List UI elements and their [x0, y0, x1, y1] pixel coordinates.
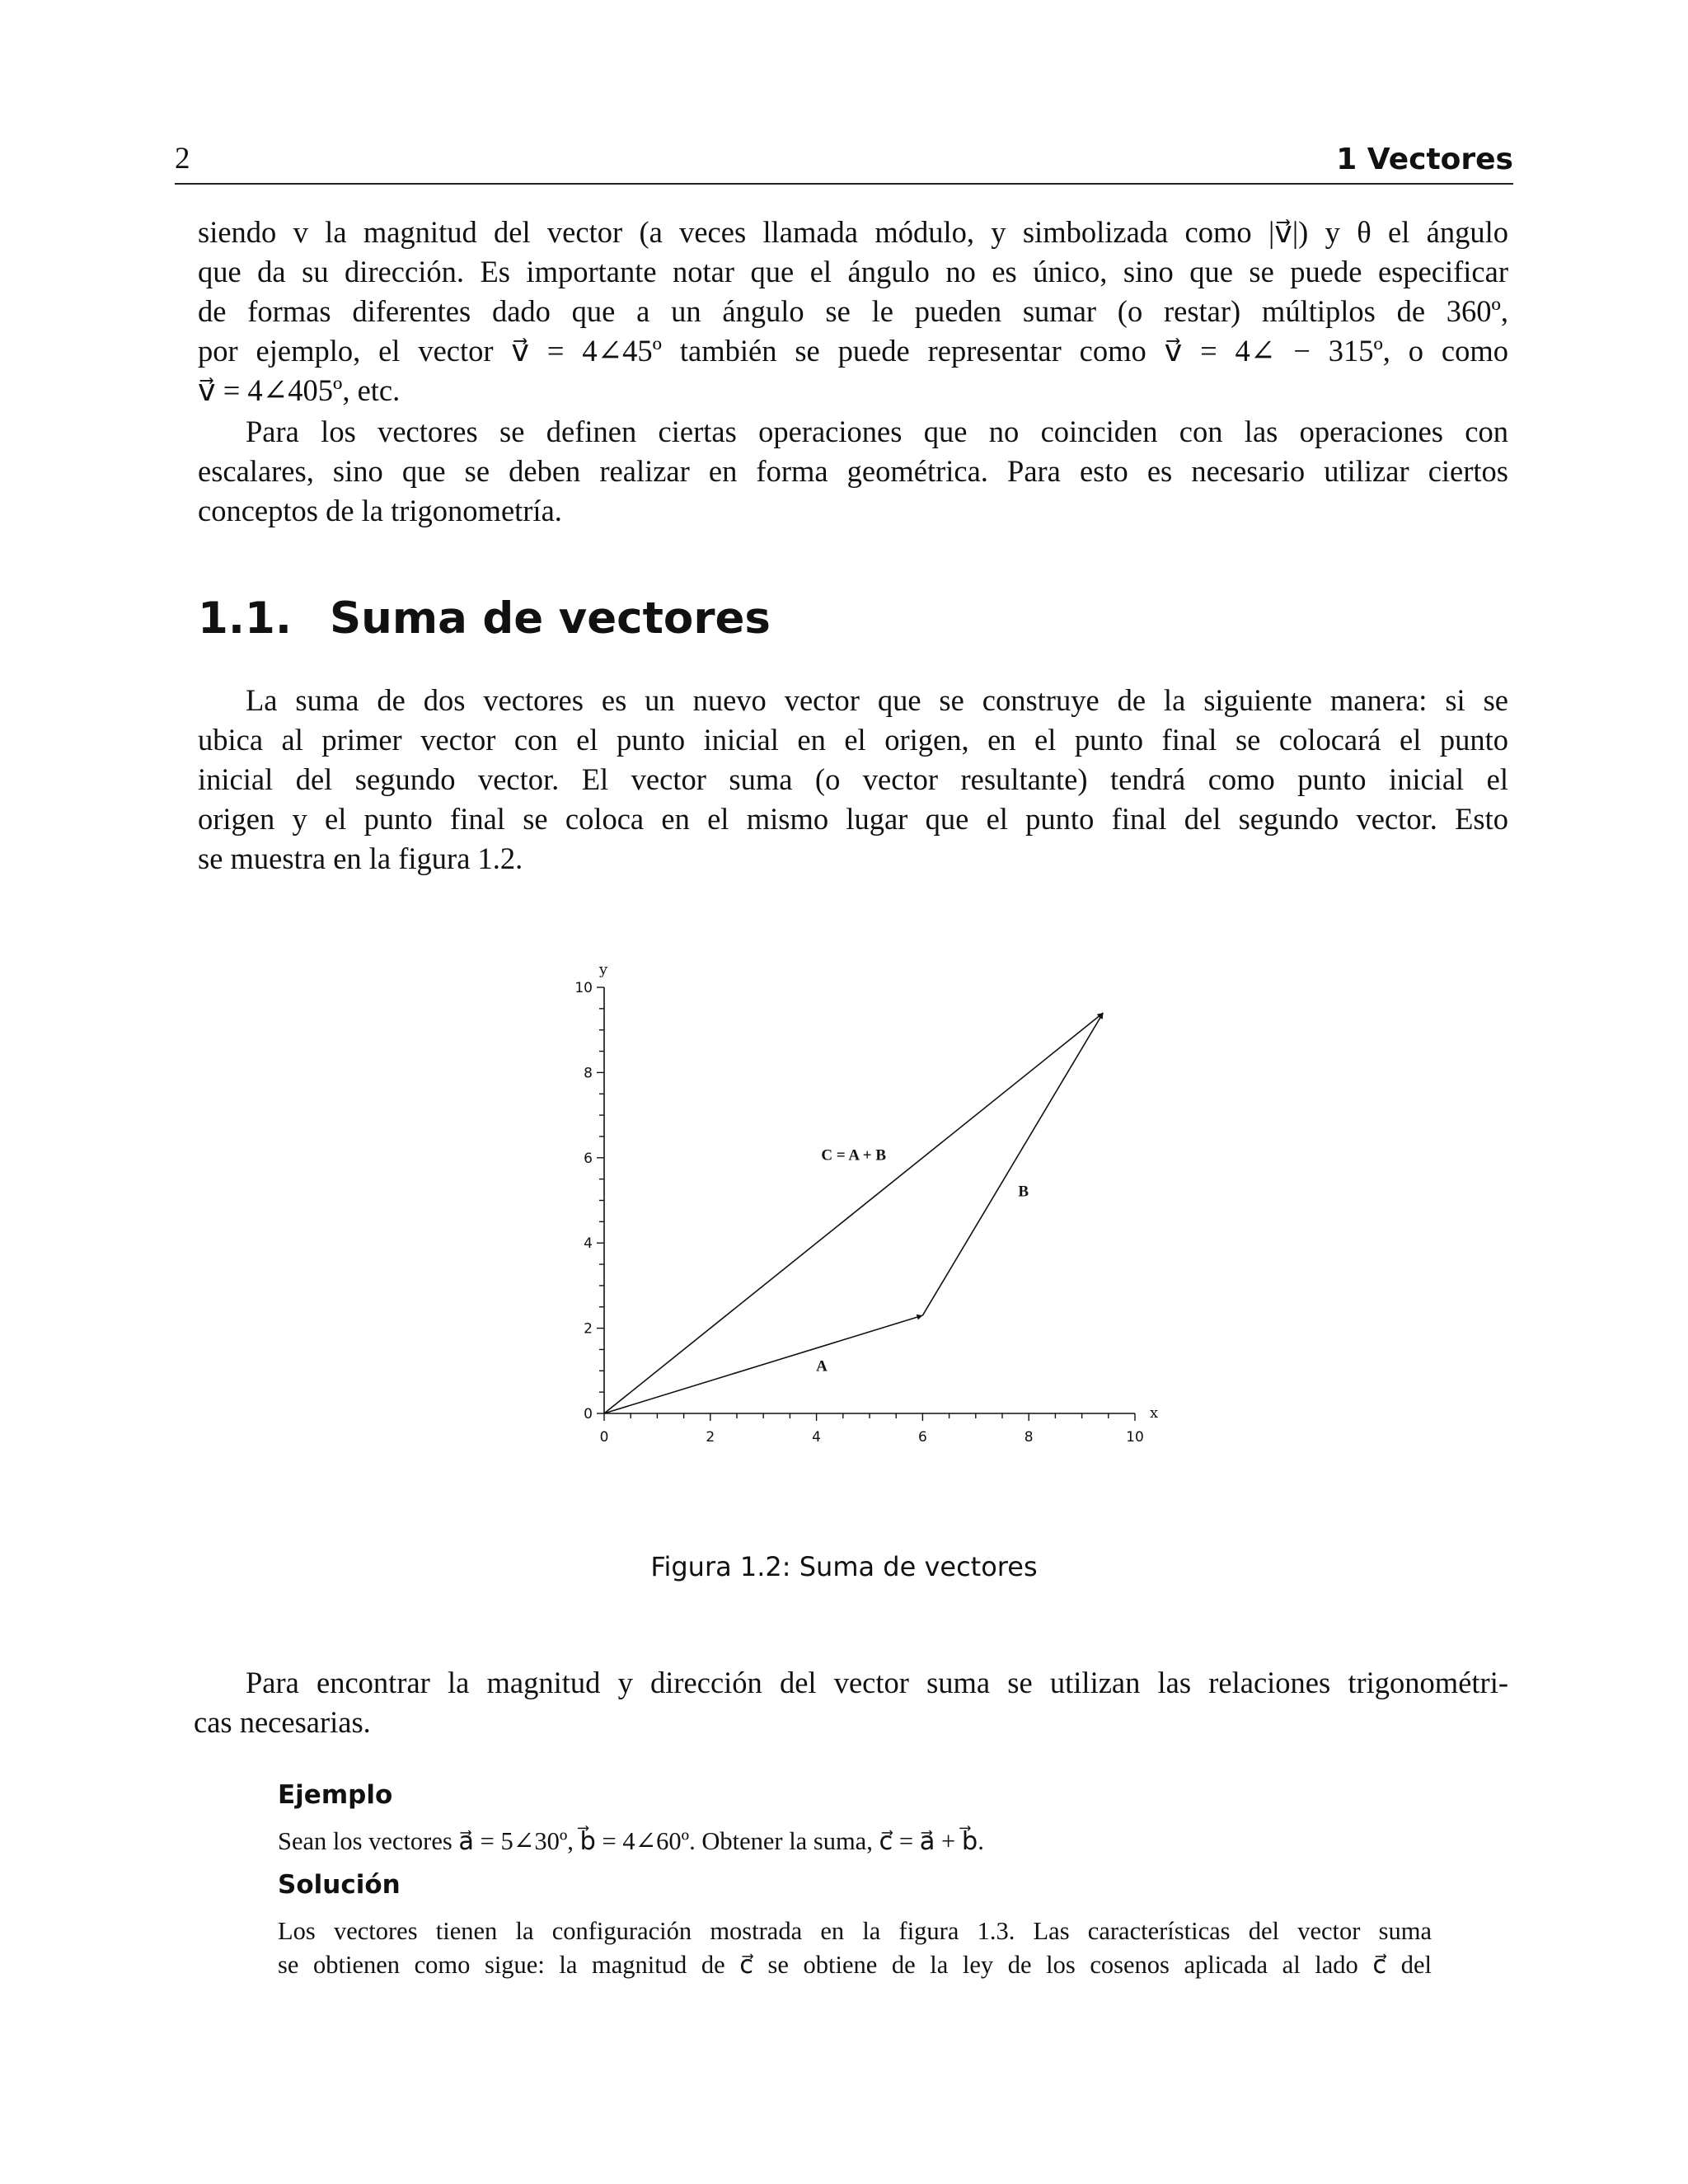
sum-line-5: se muestra en la figura 1.2. [198, 841, 523, 875]
ops-line-3: conceptos de la trigonometría. [198, 494, 562, 527]
section-title: Suma de vectores [330, 593, 771, 644]
vector-c-a-b [604, 1013, 1103, 1413]
x-tick-label: 0 [599, 1429, 609, 1446]
y-tick-label: 2 [584, 1320, 593, 1338]
sum-line-3: inicial del segundo vector. El vector suma (o vector resultante) tendrá como punto inicial el [198, 762, 1508, 796]
x-axis-label: x [1150, 1404, 1159, 1422]
y-tick-label: 8 [584, 1065, 593, 1082]
sum-line-1: La suma de dos vectores es un nuevo vector que se construye de la siguiente manera: si se [246, 683, 1508, 717]
example-heading: Ejemplo [278, 1780, 393, 1810]
example-statement: Sean los vectores a⃗ = 5∠30º, b⃗ = 4∠60º. Obtener la suma, c⃗ = a⃗ + b⃗. [278, 1827, 984, 1855]
sum-line-2: ubica al primer vector con el punto inicial en el origen, en el punto final se colocará el punto [198, 723, 1508, 757]
page-number: 2 [175, 142, 190, 176]
x-tick-label: 6 [917, 1429, 927, 1446]
solution-line-1: Los vectores tienen la configuración mostrada en la figura 1.3. Las características del vector suma [278, 1917, 1432, 1945]
sum-line-4: origen y el punto final se coloca en el mismo lugar que el punto final del segundo vector. Esto [198, 802, 1508, 836]
figure-caption: Figura 1.2: Suma de vectores [650, 1551, 1038, 1582]
vector-label: C = A + B [821, 1146, 887, 1165]
intro-line-2: que da su dirección. Es importante notar que el ángulo no es único, sino que se puede especificar [198, 255, 1508, 288]
vector-b [922, 1013, 1103, 1315]
intro-line-1: siendo v la magnitud del vector (a veces llamada módulo, y simbolizada como |v⃗|) y θ el ángulo [198, 215, 1508, 249]
chapter-title: 1 Vectores [1336, 143, 1513, 176]
x-tick-label: 8 [1024, 1429, 1034, 1446]
after-figure-paragraph [194, 1663, 1508, 1742]
section-heading [198, 593, 771, 644]
x-tick-label: 2 [706, 1429, 715, 1446]
solution-line-2: se obtienen como sigue: la magnitud de c⃗ se obtiene de la ley de los cosenos aplicada al lado c⃗ del [278, 1951, 1432, 1979]
y-axis-label: y [599, 961, 608, 978]
y-tick-label: 4 [584, 1235, 593, 1253]
intro-line-5: v⃗ = 4∠405º, etc. [198, 373, 401, 407]
y-tick-label: 0 [584, 1406, 593, 1422]
y-tick-label: 10 [574, 980, 593, 996]
x-tick-label: 10 [1126, 1429, 1144, 1446]
intro-line-3: de formas diferentes dado que a un ángulo se le pueden sumar (o restar) múltiplos de 360º, [198, 294, 1508, 328]
sum-paragraph [198, 681, 1508, 879]
example-block [278, 1780, 1432, 1982]
intro-line-4: por ejemplo, el vector v⃗ = 4∠45º también se puede representar como v⃗ = 4∠ − 315º, o como [198, 334, 1508, 368]
ops-line-1: Para los vectores se definen ciertas operaciones que no coinciden con las operaciones con [246, 415, 1508, 448]
after-line-2: cas necesarias. [194, 1705, 371, 1739]
solution-heading: Solución [278, 1870, 401, 1900]
y-tick-label: 6 [584, 1150, 593, 1167]
running-header [175, 140, 1513, 185]
vector-label: A [816, 1357, 828, 1376]
solution-text [278, 1915, 1432, 1982]
ops-line-2: escalares, sino que se deben realizar en forma geométrica. Para esto es necesario utilizar ciertos [198, 454, 1508, 488]
vector-label: B [1018, 1183, 1029, 1201]
operations-paragraph [198, 412, 1508, 531]
vector-a [604, 1315, 922, 1413]
section-number: 1.1. [198, 593, 293, 644]
intro-paragraph [198, 213, 1508, 410]
vector-chart [528, 948, 1170, 1483]
after-line-1: Para encontrar la magnitud y dirección del vector suma se utilizan las relaciones trigonométri- [246, 1666, 1508, 1699]
vector-sum-figure [528, 948, 1170, 1483]
x-tick-label: 4 [812, 1429, 822, 1446]
